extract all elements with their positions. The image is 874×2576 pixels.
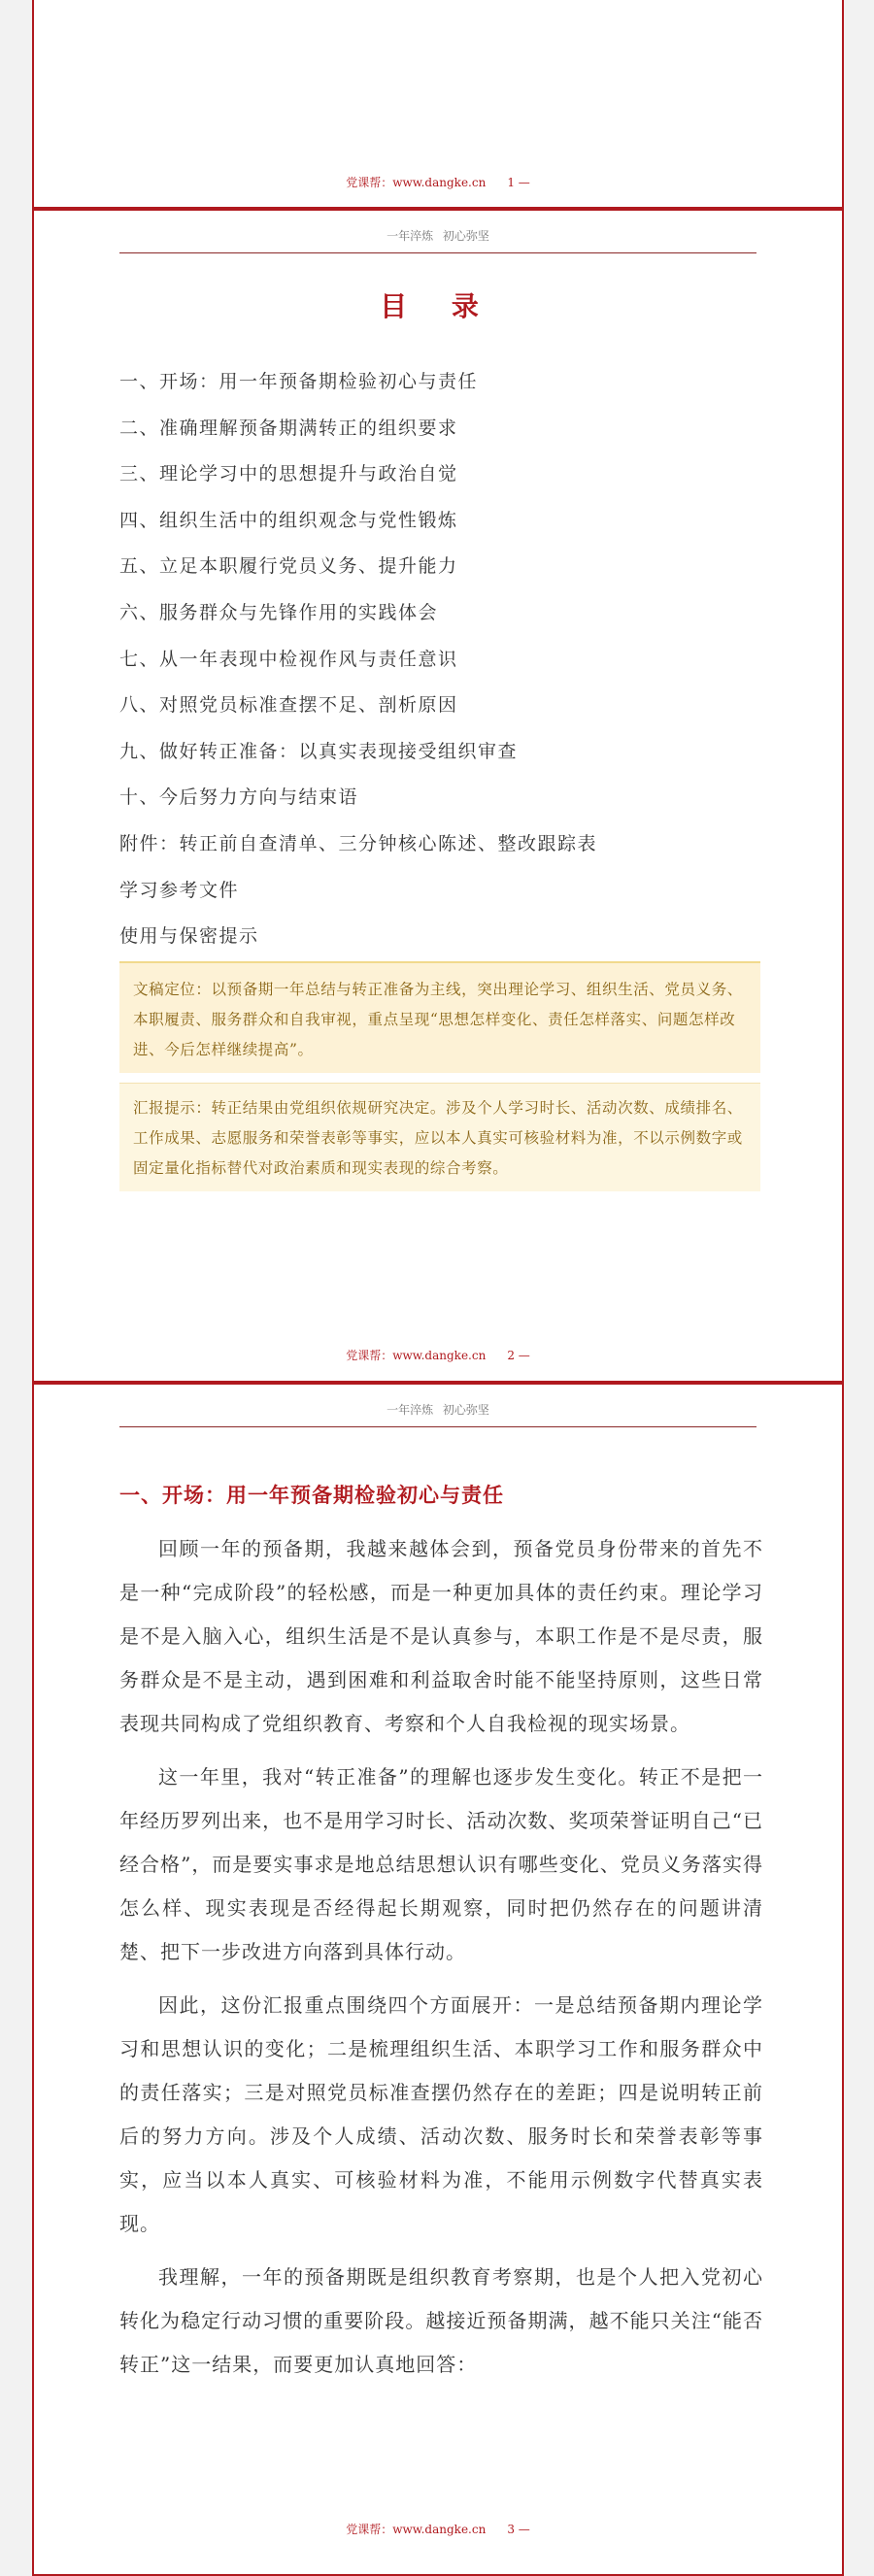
page-2 (32, 211, 844, 1381)
toc-item[interactable]: 学习参考文件 (119, 879, 240, 901)
footer-site: 党课帮：www.dangke.cn (346, 176, 487, 189)
toc-item[interactable]: 使用与保密提示 (119, 925, 259, 948)
body-paragraph: 这一年里，我对“转正准备”的理解也逐步发生变化。转正不是把一年经历罗列出来，也不是用学习时长、活动次数、奖项荣誉证明自己“已经合格”，而是要实事求是地总结思想认识有哪些变化、党员义务落实得怎么样、现实表现是否经得起长期观察，同时把仍然存在的问题讲清楚、把下一步改进方向落到具体行动。 (119, 1765, 763, 1963)
footer-site: 党课帮：www.dangke.cn (346, 1349, 487, 1362)
toc-item[interactable]: 三、理论学习中的思想提升与政治自觉 (119, 463, 458, 485)
footer-site: 党课帮：www.dangke.cn (346, 2523, 487, 2536)
section-body (119, 1527, 763, 2396)
toc-item[interactable]: 一、开场：用一年预备期检验初心与责任 (119, 371, 479, 392)
toc-item[interactable]: 四、组织生活中的组织观念与党性锻炼 (119, 509, 458, 531)
running-header-right: 初心弥坚 (442, 229, 489, 243)
running-header (119, 227, 756, 253)
toc-list (119, 359, 597, 960)
page-1 (32, 0, 844, 207)
toc-item[interactable]: 附件：转正前自查清单、三分钟核心陈述、整改跟踪表 (119, 832, 598, 854)
page-footer (34, 174, 842, 190)
page-footer (34, 2521, 842, 2537)
body-paragraph: 回顾一年的预备期，我越来越体会到，预备党员身份带来的首先不是一种“完成阶段”的轻松感，而是一种更加具体的责任约束。理论学习是不是入脑入心，组织生活是不是认真参与，本职工作是不是尽责，服务群众是不是主动，遇到困难和利益取舍时能不能坚持原则，这些日常表现共同构成了党组织教育、考察和个人自我检视的现实场景。 (119, 1537, 763, 1735)
toc-item[interactable]: 九、做好转正准备：以真实表现接受组织审查 (119, 740, 519, 762)
page-3 (32, 1385, 844, 2576)
toc-item[interactable]: 五、立足本职履行党员义务、提升能力 (119, 555, 458, 578)
running-header-left: 一年淬炼 (387, 1403, 434, 1417)
report-reminder-note: 汇报提示：转正结果由党组织依规研究决定。涉及个人学习时长、活动次数、成绩排名、工作成果、志愿服务和荣誉表彰等事实，应以本人真实可核验材料为准，不以示例数字或固定量化指标替代对政治素质和现实表现的综合考察。 (119, 1083, 760, 1191)
footer-page-number: 3 — (507, 2523, 530, 2536)
footer-page-number: 2 — (507, 1349, 530, 1362)
toc-item[interactable]: 六、服务群众与先锋作用的实践体会 (119, 601, 439, 623)
toc-item[interactable]: 二、准确理解预备期满转正的组织要求 (119, 417, 458, 439)
footer-page-number: 1 — (507, 176, 530, 189)
running-header-right: 初心弥坚 (442, 1403, 489, 1417)
document-positioning-note: 文稿定位：以预备期一年总结与转正准备为主线，突出理论学习、组织生活、党员义务、本职履责、服务群众和自我审视，重点呈现“思想怎样变化、责任怎样落实、问题怎样改进、今后怎样继续提高”。 (119, 961, 760, 1073)
running-header-left: 一年淬炼 (387, 229, 434, 243)
toc-item[interactable]: 八、对照党员标准查摆不足、剖析原因 (119, 694, 458, 717)
toc-item[interactable]: 十、今后努力方向与结束语 (119, 786, 359, 809)
toc-title: 目 录 (380, 290, 496, 322)
running-header (119, 1401, 756, 1427)
body-paragraph: 因此，这份汇报重点围绕四个方面展开：一是总结预备期内理论学习和思想认识的变化；二是梳理组织生活、本职学习工作和服务群众中的责任落实；三是对照党员标准查摆仍然存在的差距；四是说明转正前后的努力方向。涉及个人成绩、活动次数、服务时长和荣誉表彰等事实，应当以本人真实、可核验材料为准，不能用示例数字代替真实表现。 (119, 1993, 763, 2235)
page-footer (34, 1347, 842, 1363)
toc-item[interactable]: 七、从一年表现中检视作风与责任意识 (119, 648, 458, 670)
section-heading: 一、开场：用一年预备期检验初心与责任 (119, 1483, 504, 1507)
body-paragraph: 我理解，一年的预备期既是组织教育考察期，也是个人把入党初心转化为稳定行动习惯的重要阶段。越接近预备期满，越不能只关注“能否转正”这一结果，而要更加认真地回答： (119, 2265, 763, 2376)
